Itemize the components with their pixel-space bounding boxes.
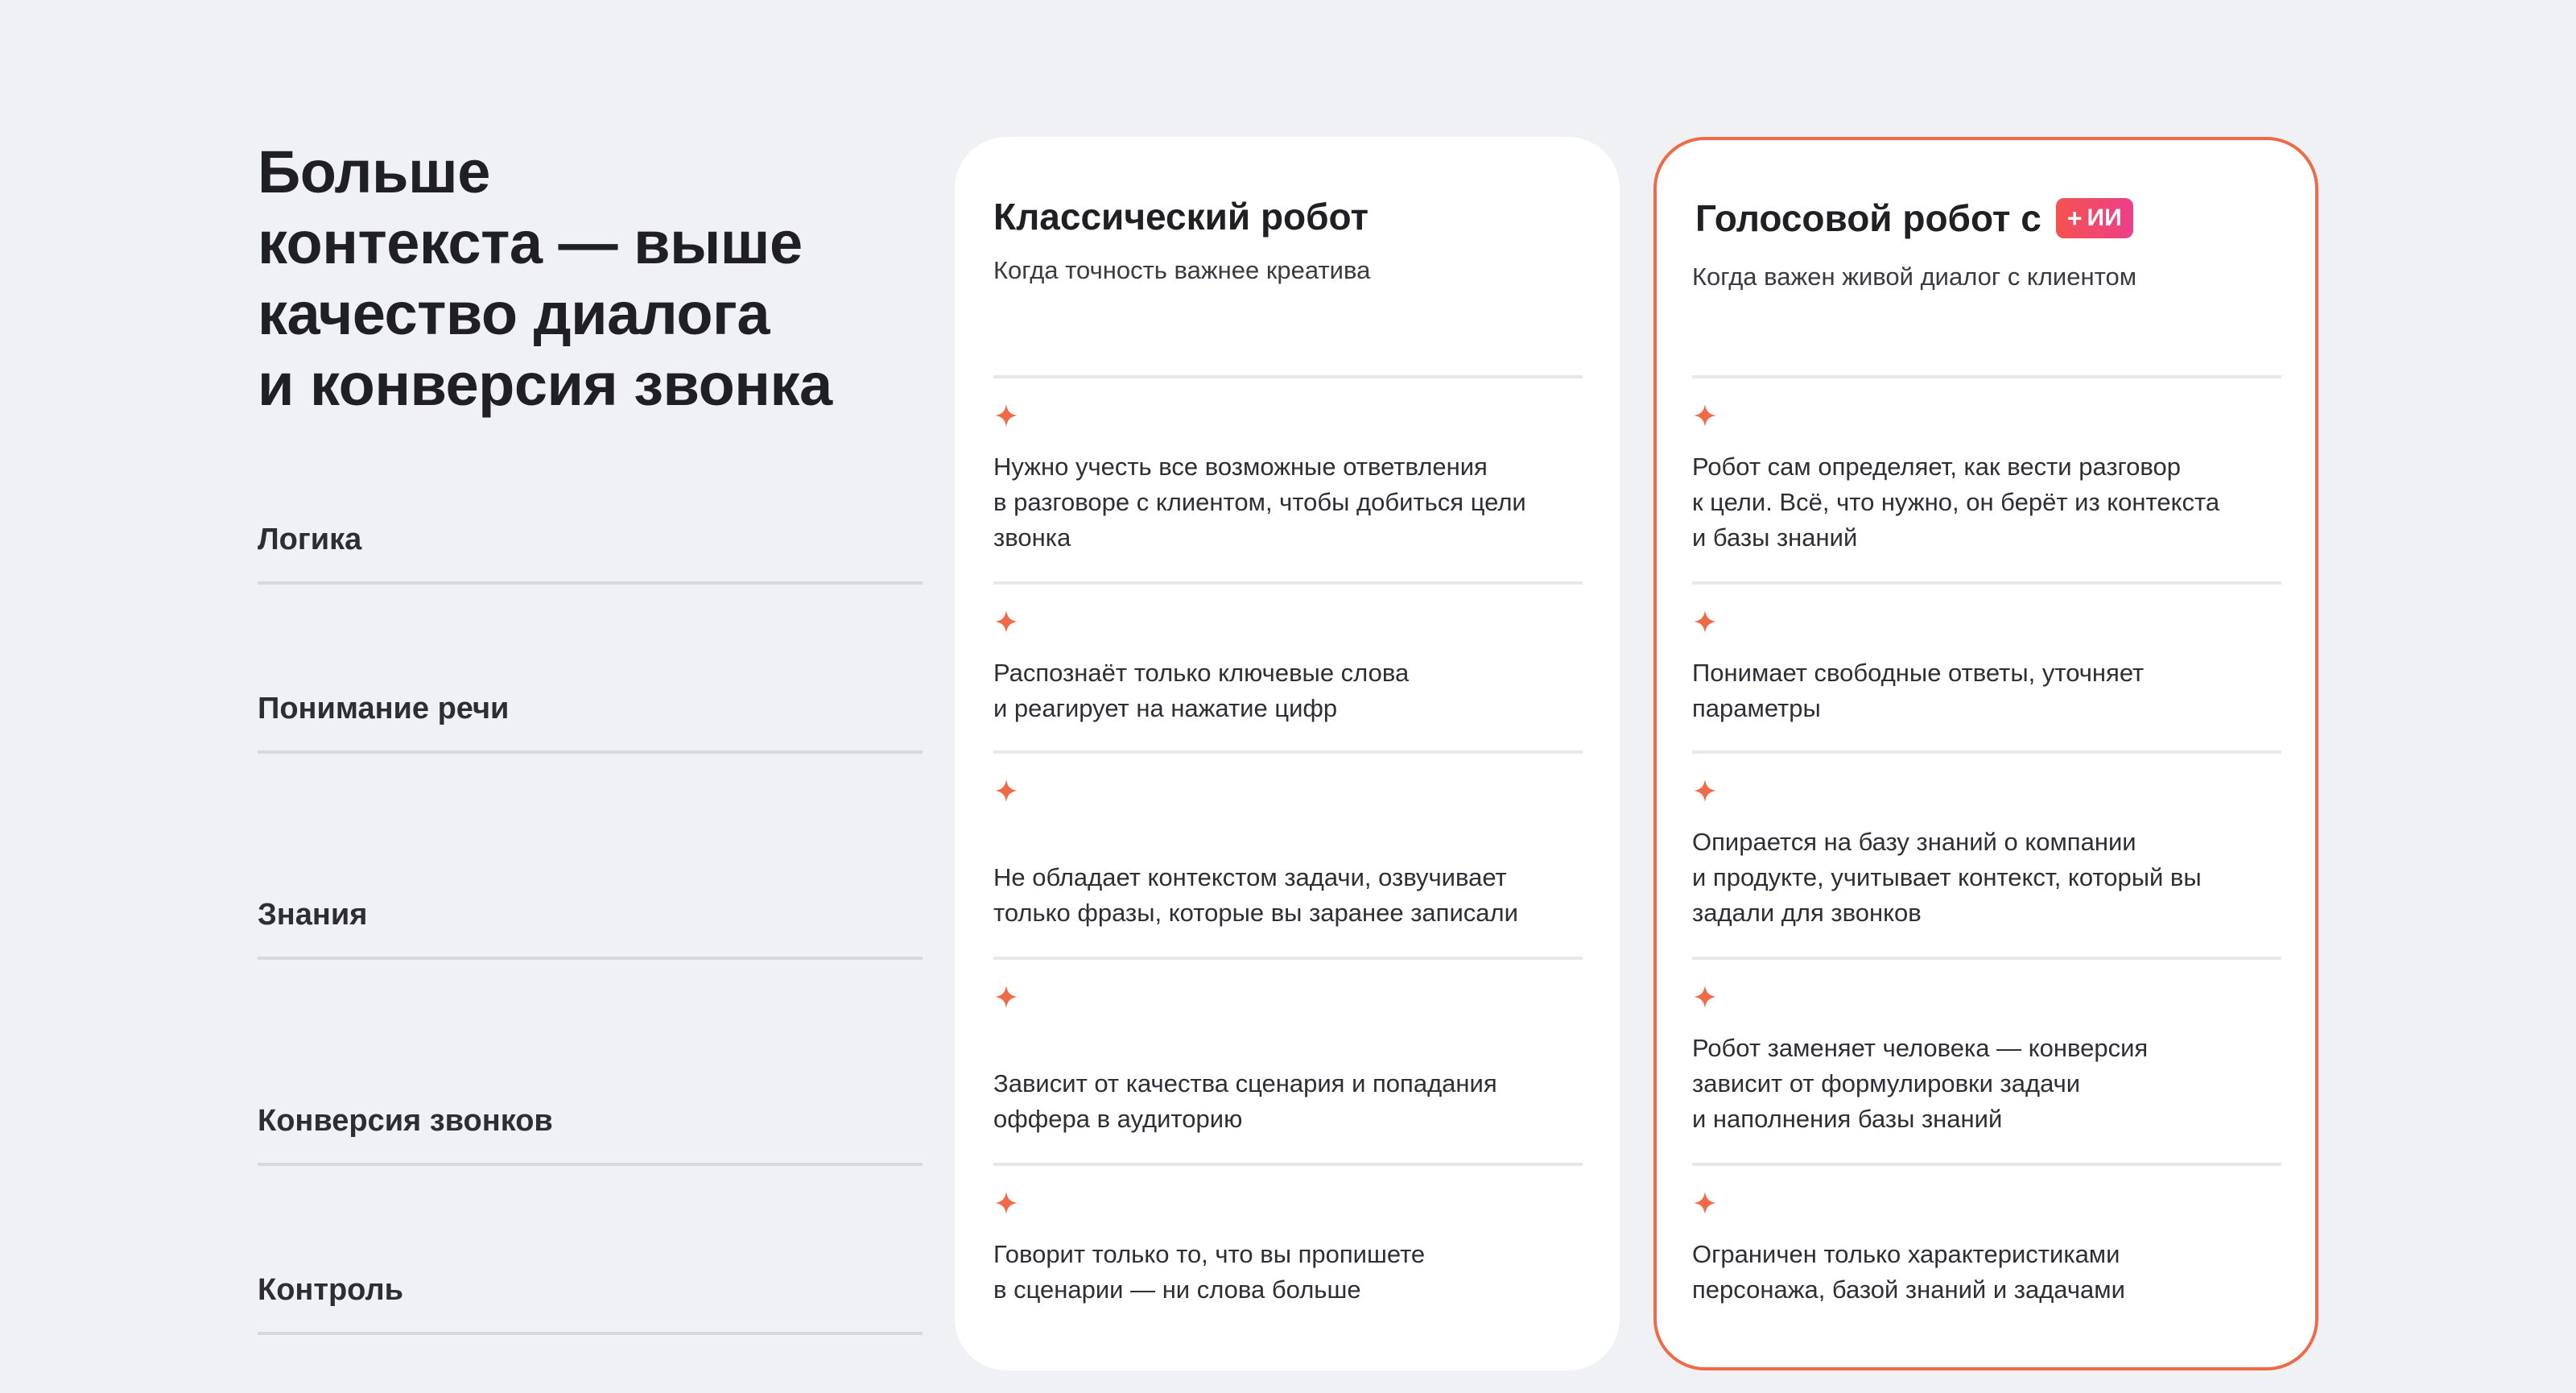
sparkle-icon: [1692, 403, 1718, 428]
sparkle-icon: [1692, 778, 1718, 804]
classic-robot-card: [955, 137, 1620, 1370]
ai-badge-text: ИИ: [2087, 205, 2122, 231]
comparison-cell: [993, 375, 1583, 581]
card-title: [1695, 196, 2133, 240]
card-title: [993, 195, 1368, 238]
card-subtitle: Когда точность важнее креатива: [993, 256, 1371, 284]
cell-text: Нужно учесть все возможные ответвления в разговоре с клиентом, чтобы добиться цели звонка: [993, 453, 1526, 552]
comparison-cell: [993, 581, 1583, 750]
sparkle-icon: [1692, 1190, 1718, 1216]
sparkle-icon: [1692, 609, 1718, 634]
row-label-logic: [258, 451, 923, 585]
sparkle-icon: [993, 1190, 1019, 1216]
sparkle-icon: [993, 403, 1019, 428]
row-label-text: Логика: [258, 523, 362, 556]
ai-robot-card: [1653, 137, 2318, 1370]
comparison-cell: [993, 957, 1583, 1163]
comparison-cell: [993, 750, 1583, 957]
row-label-knowledge: [258, 754, 923, 960]
row-label-conversion: [258, 960, 923, 1166]
left-column: [258, 137, 923, 420]
row-label-text: Контроль: [258, 1273, 403, 1307]
cell-text: Говорит только то, что вы пропишете в сценарии — ни слова больше: [993, 1240, 1426, 1304]
row-label-text: Знания: [258, 898, 368, 932]
card-title-text: Классический робот: [993, 196, 1369, 238]
cell-text: Ограничен только характеристиками персонажа, базой знаний и задачами: [1692, 1240, 2125, 1304]
row-label-text: Понимание речи: [258, 692, 510, 725]
comparison-cell: [1692, 1163, 2281, 1332]
comparison-cell: [1692, 581, 2281, 750]
cell-text: Робот сам определяет, как вести разговор к цели. Всё, что нужно, он берёт из контекста и базы знаний: [1692, 453, 2220, 552]
row-label-text: Конверсия звонков: [258, 1104, 553, 1138]
row-label-speech: [258, 585, 923, 754]
comparison-cell: [1692, 957, 2281, 1163]
row-label-control: [258, 1166, 923, 1335]
sparkle-icon: [993, 984, 1019, 1010]
comparison-cell: [1692, 375, 2281, 581]
sparkle-icon: [1692, 984, 1718, 1010]
card-subtitle: Когда важен живой диалог с клиентом: [1692, 262, 2137, 291]
plus-icon: +: [2066, 203, 2083, 233]
card-title-text: Голосовой робот с: [1695, 197, 2041, 239]
cell-text: Понимает свободные ответы, уточняет параметры: [1692, 659, 2145, 722]
comparison-cell: [993, 1163, 1583, 1332]
sparkle-icon: [993, 609, 1019, 634]
cell-text: Не обладает контекстом задачи, озвучивает только фразы, которые вы заранее записали: [993, 863, 1518, 927]
cell-text: Опирается на базу знаний о компании и продукте, учитывает контекст, который вы задали для звонков: [1692, 828, 2202, 927]
cell-text: Робот заменяет человека — конверсия зависит от формулировки задачи и наполнения базы знаний: [1692, 1034, 2149, 1133]
sparkle-icon: [993, 778, 1019, 804]
ai-badge: [2056, 198, 2133, 238]
section-heading: Больше контекста — выше качество диалога и конверсия звонка: [258, 138, 832, 418]
comparison-cell: [1692, 750, 2281, 957]
cell-text: Зависит от качества сценария и попадания оффера в аудиторию: [993, 1069, 1497, 1133]
cell-text: Распознаёт только ключевые слова и реагирует на нажатие цифр: [993, 659, 1410, 722]
